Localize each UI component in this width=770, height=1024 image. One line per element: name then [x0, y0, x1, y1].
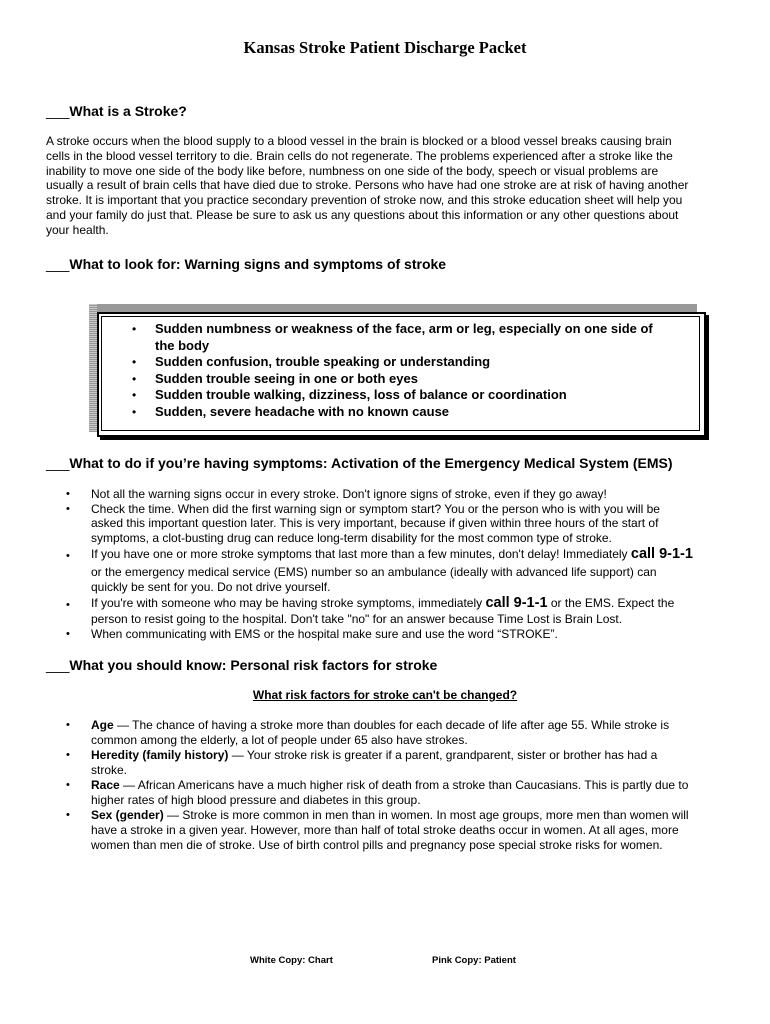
bullet: • — [66, 809, 70, 821]
list-item-line — [91, 596, 674, 611]
section-heading-text: What is a Stroke? — [69, 103, 187, 119]
document-title: Kansas Stroke Patient Discharge Packet — [243, 38, 527, 57]
section-heading-risk-factors — [46, 657, 437, 673]
check-blank: ___ — [46, 103, 70, 119]
risk-factor-term: Heredity (family history) — [91, 748, 229, 762]
risk-factor-item-cont: higher rates of high blood pressure and diabetes in this group. — [91, 793, 421, 807]
list-item-line: or the emergency medical service (EMS) number so an ambulance (ideally with advanced life support) can — [91, 565, 657, 579]
bullet: • — [66, 628, 70, 640]
risk-factor-item — [91, 748, 657, 763]
bullet: • — [66, 719, 70, 731]
warning-sign-item: Sudden confusion, trouble speaking or understanding — [155, 354, 491, 369]
risk-factor-text: — The chance of having a stroke more than doubles for each decade of life after age 55. While stroke is — [113, 718, 670, 732]
bullet: • — [132, 405, 137, 419]
check-blank: ___ — [46, 256, 70, 272]
risk-factor-term: Sex (gender) — [91, 808, 164, 822]
list-item-text: or the EMS. Expect the — [547, 596, 675, 610]
section-heading-what-is-stroke — [46, 103, 187, 119]
risk-factor-item-cont: common among the elderly, a lot of people under 65 also have strokes. — [91, 733, 468, 747]
bullet: • — [132, 322, 137, 336]
risk-factors-subheading: What risk factors for stroke can't be changed? — [252, 688, 518, 702]
risk-factor-text: — Stroke is more common in men than in women. In most age groups, more men than women will — [163, 808, 689, 822]
bullet: • — [66, 550, 70, 562]
list-item-line: person to resist going to the hospital. Don't take "no" for an answer because Time Lost is Brain Lost. — [91, 612, 623, 626]
risk-factor-term: Race — [91, 778, 120, 792]
risk-factor-text: — African Americans have a much higher risk of death from a stroke than Caucasians. This is partly due to — [119, 778, 689, 792]
risk-factor-item-cont: stroke. — [91, 763, 128, 777]
bullet: • — [66, 503, 70, 515]
section-heading-text: What to look for: Warning signs and symptoms of stroke — [69, 256, 447, 272]
list-item-line: Not all the warning signs occur in every stroke. Don't ignore signs of stroke, even if they go away! — [91, 487, 607, 501]
call-911-emphasis: call 9-1-1 — [630, 546, 693, 562]
paragraph-line: and your family do just that. Please be sure to ask us any questions about this information or any other questions about — [46, 208, 679, 222]
bullet: • — [66, 599, 70, 611]
section-heading-warning-signs — [46, 256, 446, 272]
list-item-line: symptoms, a clot-busting drug can reduce long-term disability for the most common type of stroke. — [91, 531, 612, 545]
risk-factor-item-cont: women than men die of stroke. Use of birth control pills and pregnancy pose special stroke risks for women. — [91, 838, 663, 852]
paragraph-line: usually a result of brain cells that have died due to stroke. Persons who have had one stroke are at risk of having another — [46, 178, 689, 192]
check-blank: ___ — [46, 455, 70, 471]
section-heading-text: What to do if you’re having symptoms: Activation of the Emergency Medical System (EMS) — [69, 455, 673, 471]
paragraph-line: stroke. It is important that you practice secondary prevention of stroke now, and this stroke education sheet will help you — [46, 193, 683, 207]
list-item-line — [91, 547, 693, 562]
risk-factor-item — [91, 778, 688, 793]
paragraph-line: your health. — [46, 223, 109, 237]
paragraph-line: cells in the blood vessel territory to die. Brain cells do not regenerate. The problems experienced after a stroke like the — [46, 149, 673, 163]
risk-factor-term: Age — [91, 718, 114, 732]
warning-box-hatch — [89, 304, 97, 432]
list-item-line: Check the time. When did the first warning sign or symptom start? You or the person who is with you will be — [91, 502, 660, 516]
warning-sign-item-cont: the body — [155, 338, 210, 353]
footer-pink-copy: Pink Copy: Patient — [432, 955, 516, 966]
bullet: • — [132, 372, 137, 386]
list-item-text: If you're with someone who may be having stroke symptoms, immediately — [91, 596, 486, 610]
footer-white-copy: White Copy: Chart — [250, 955, 333, 966]
paragraph-line: inability to move one side of the body like before, numbness on one side of the body, speech or visual problems are — [46, 164, 659, 178]
warning-sign-item: Sudden trouble seeing in one or both eyes — [155, 371, 418, 386]
warning-sign-item: Sudden trouble walking, dizziness, loss of balance or coordination — [155, 387, 567, 402]
check-blank: ___ — [46, 657, 70, 673]
warning-sign-item: Sudden numbness or weakness of the face, arm or leg, especially on one side of — [155, 321, 653, 336]
warning-sign-item: Sudden, severe headache with no known cause — [155, 404, 450, 419]
paragraph-line: A stroke occurs when the blood supply to a blood vessel in the brain is blocked or a blood vessel breaks causing brain — [46, 134, 672, 148]
risk-factor-item — [91, 808, 689, 823]
list-item-text: If you have one or more stroke symptoms that last more than a few minutes, don't delay! Immediately — [91, 547, 631, 561]
section-heading-ems — [46, 455, 673, 471]
bullet: • — [66, 779, 70, 791]
risk-factor-text: — Your stroke risk is greater if a parent, grandparent, sister or brother has had a — [228, 748, 658, 762]
risk-factor-item — [91, 718, 669, 733]
bullet: • — [66, 488, 70, 500]
call-911-emphasis: call 9-1-1 — [485, 595, 548, 611]
bullet: • — [132, 355, 137, 369]
list-item-line: quickly be sent for you. Do not drive yourself. — [91, 580, 331, 594]
risk-factor-item-cont: have a stroke in a given year. However, more than half of total stroke deaths occur in women. At all ages, more — [91, 823, 679, 837]
list-item-line: When communicating with EMS or the hospital make sure and use the word “STROKE”. — [91, 627, 558, 641]
bullet: • — [132, 388, 137, 402]
list-item-line: asked this important question later. This is very important, because if given within three hours of the start of — [91, 516, 659, 530]
section-heading-text: What you should know: Personal risk factors for stroke — [69, 657, 438, 673]
bullet: • — [66, 749, 70, 761]
